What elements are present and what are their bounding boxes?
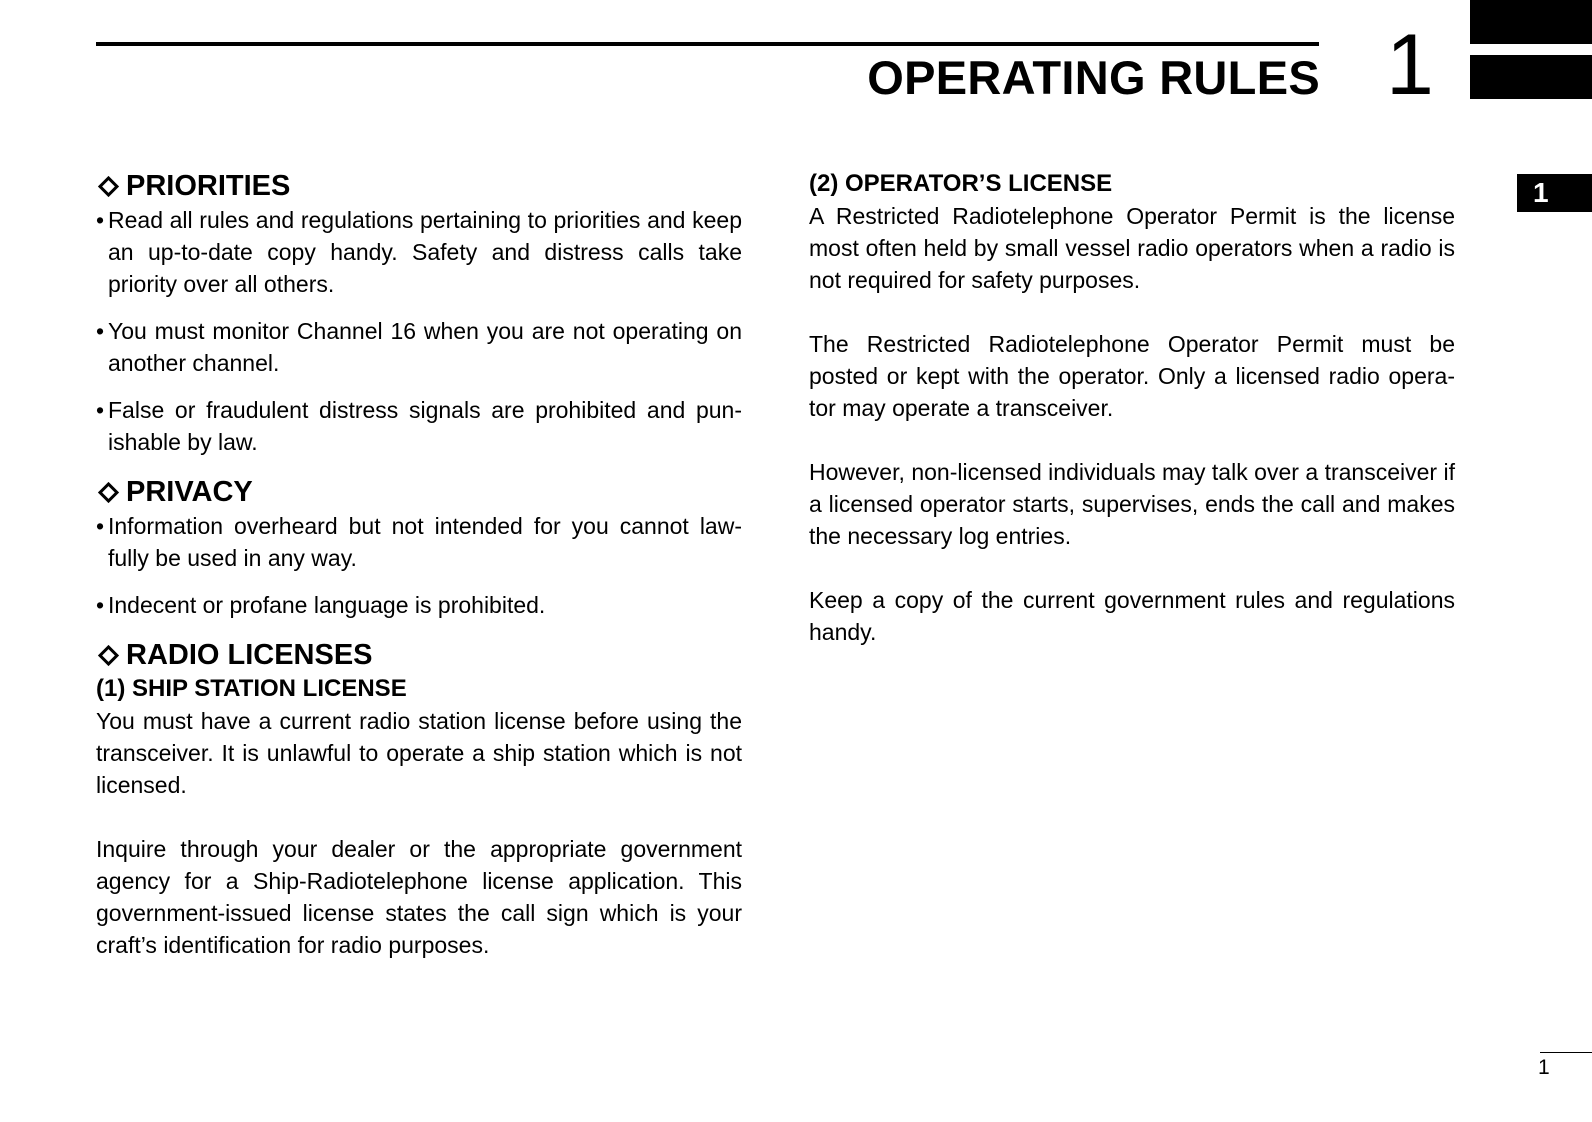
operator-paragraph-1: A Restricted Radiotelephone Operator Permit is the license most often held by small vessel radio operators when a radio is not required for safety purposes.	[809, 203, 1455, 293]
chapter-bar-bottom	[1470, 55, 1592, 99]
chapter-number: 1	[1386, 17, 1434, 113]
priorities-bullet-3: • False or fraudulent distress signals are prohibited and pun-ishable by law.	[96, 394, 742, 458]
page-title: OPERATING RULES	[867, 51, 1320, 104]
page-number: 1	[1538, 1056, 1550, 1079]
priorities-heading-text: PRIORITIES	[126, 170, 291, 202]
privacy-heading-text: PRIVACY	[126, 476, 253, 508]
diamond-icon	[98, 481, 119, 502]
chapter-side-tab[interactable]: 1	[1517, 174, 1592, 212]
radio-licenses-heading-text: RADIO LICENSES	[126, 639, 373, 671]
priorities-bullet-1: • Read all rules and regulations pertaining to priorities and keep an up-to-date copy handy. Safety and distress calls take priority over all others.	[96, 204, 742, 300]
ship-station-paragraph-1: You must have a current radio station license before using the transceiver. It is unlawful to operate a ship station which is not licensed.	[96, 708, 742, 798]
priorities-heading	[96, 168, 742, 204]
privacy-heading	[96, 474, 742, 510]
radio-licenses-heading	[96, 637, 742, 673]
header-rule	[96, 42, 1319, 46]
operator-license-heading: (2) OPERATOR’S LICENSE	[809, 170, 1113, 197]
diamond-icon	[98, 644, 119, 665]
operator-paragraph-4: Keep a copy of the current government rules and regulations handy.	[809, 587, 1455, 645]
chapter-bar-top	[1470, 0, 1592, 44]
privacy-bullet-2: • Indecent or profane language is prohibited.	[96, 589, 742, 621]
privacy-bullet-1: • Information overheard but not intended for you cannot law-fully be used in any way.	[96, 510, 742, 574]
priorities-bullet-2: • You must monitor Channel 16 when you are not operating on another channel.	[96, 315, 742, 379]
operator-paragraph-3: However, non-licensed individuals may talk over a transceiver if a licensed operator starts, supervises, ends the call and makes the necessary log entries.	[809, 459, 1455, 549]
ship-station-paragraph-2: Inquire through your dealer or the appropriate government agency for a Ship-Radiotelephone license application. This government-issued license states the call sign which is your craft’s identification for radio purposes.	[96, 836, 742, 958]
right-column	[809, 168, 1455, 648]
ship-station-heading: (1) SHIP STATION LICENSE	[96, 675, 407, 702]
operator-paragraph-2: The Restricted Radiotelephone Operator Permit must be posted or kept with the operator. Only a licensed radio opera-tor may operate a transceiver.	[809, 331, 1455, 421]
left-column	[96, 168, 742, 961]
footer-rule	[1540, 1052, 1592, 1053]
diamond-icon	[98, 175, 119, 196]
